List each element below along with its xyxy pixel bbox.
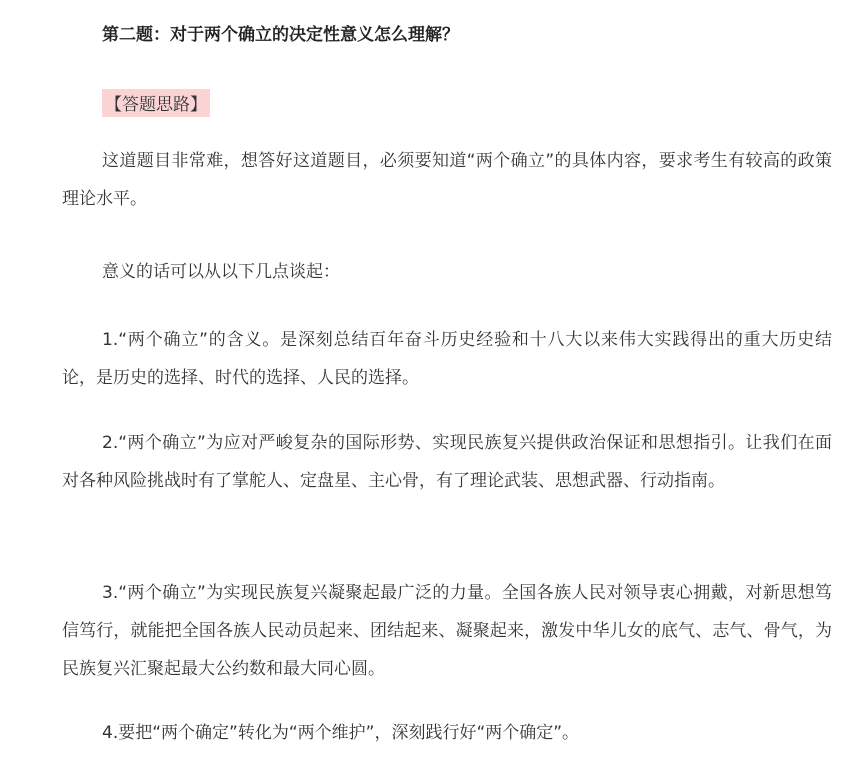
point-1-paragraph: 1.“两个确立”的含义。是深刻总结百年奋斗历史经验和十八大以来伟大实践得出的重大历史结论，是历史的选择、时代的选择、人民的选择。 <box>62 330 832 388</box>
point-4-paragraph: 4.要把“两个确定”转化为“两个维护”，深刻践行好“两个确定”。 <box>102 723 580 743</box>
question-title: 第二题：对于两个确立的决定性意义怎么理解？ <box>102 25 459 45</box>
point-3-paragraph: 3.“两个确立”为实现民族复兴凝聚起最广泛的力量。全国各族人民对领导衷心拥戴，对新思想笃信笃行，就能把全国各族人民动员起来、团结起来、凝聚起来，激发中华儿女的底气、志气、骨气，为民族复兴汇聚起最大公约数和最大同心圆。 <box>62 583 832 679</box>
answer-approach-tag: 【答题思路】 <box>102 89 210 117</box>
point-2-paragraph: 2.“两个确立”为应对严峻复杂的国际形势、实现民族复兴提供政治保证和思想指引。让我们在面对各种风险挑战时有了掌舵人、定盘星、主心骨，有了理论武装、思想武器、行动指南。 <box>62 433 832 491</box>
intro-paragraph: 这道题目非常难，想答好这道题目，必须要知道“两个确立”的具体内容，要求考生有较高的政策理论水平。 <box>62 151 832 209</box>
lead-in-paragraph: 意义的话可以从以下几点谈起： <box>102 262 340 282</box>
